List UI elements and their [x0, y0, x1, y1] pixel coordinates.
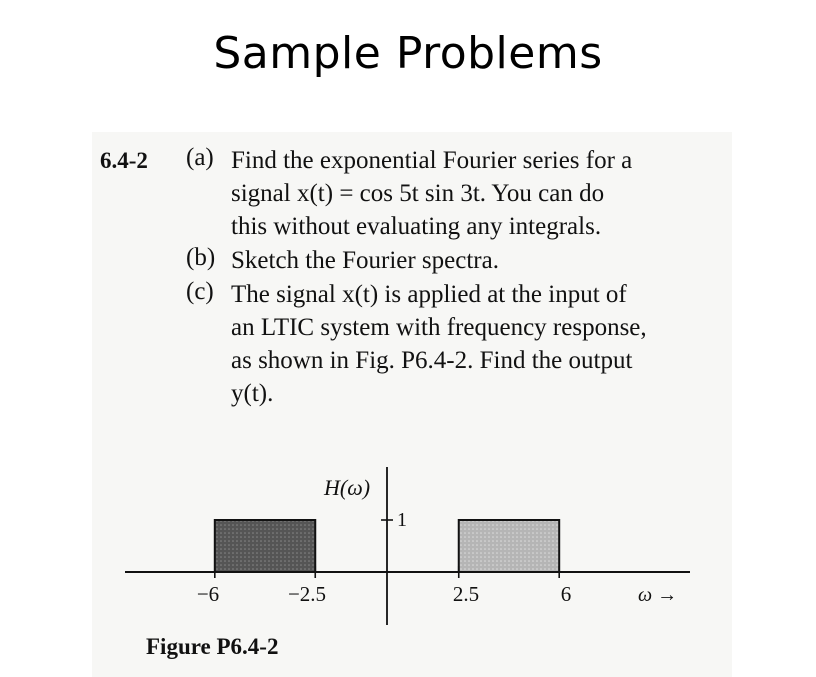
part-c-line-3: as shown in Fig. P6.4-2. Find the output	[231, 347, 633, 374]
part-c-line-2: an LTIC system with frequency response,	[231, 314, 647, 341]
passband-bar-2	[459, 520, 559, 572]
part-a-line-1: Find the exponential Fourier series for a	[231, 147, 633, 174]
part-b-line-1: Sketch the Fourier spectra.	[231, 247, 499, 274]
slide-title: Sample Problems	[213, 28, 603, 79]
y-tick-label-1: 1	[397, 509, 407, 531]
figure-caption: Figure P6.4-2	[146, 634, 279, 659]
part-a-label: (a)	[186, 144, 214, 171]
passband-bar-1	[215, 520, 315, 572]
part-a-line-3: this without evaluating any integrals.	[231, 213, 602, 240]
x-tick-label-6: 6	[560, 582, 572, 606]
function-label: H(ω)	[324, 475, 371, 500]
part-b-label: (b)	[186, 244, 216, 271]
part-c-line-4: y(t).	[231, 380, 274, 407]
part-c-label: (c)	[186, 278, 214, 305]
omega-axis-label: ω →	[638, 584, 678, 606]
part-c-line-1: The signal x(t) is applied at the input of	[231, 281, 627, 308]
part-a-line-2: signal x(t) = cos 5t sin 3t. You can do	[231, 180, 605, 207]
x-tick-label--6: −6	[196, 582, 220, 606]
x-tick-label-2.5: 2.5	[452, 582, 480, 606]
x-tick-label--2.5: −2.5	[287, 582, 327, 606]
problem-number: 6.4-2	[100, 148, 148, 173]
